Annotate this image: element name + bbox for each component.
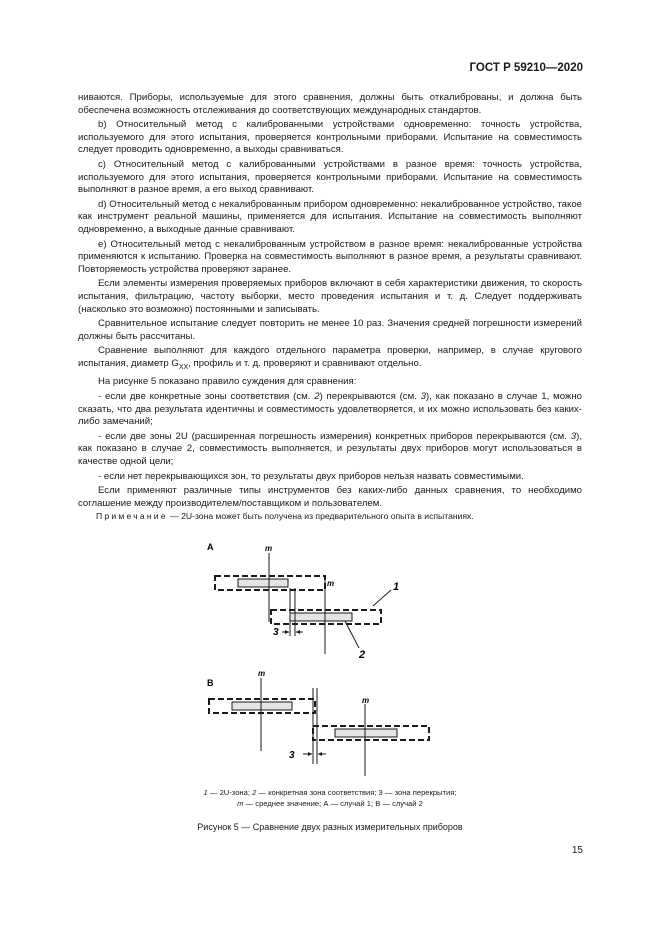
paragraph: c) Относительный метод с калиброванными устройствами в разное время: точность устройства, используемого для этого испытания, проверяется контрольными приборами. Испытание на совместимость выполняют в разное время, а его выход сравнивают. bbox=[78, 158, 582, 196]
label-3-a: 3 bbox=[273, 627, 279, 638]
paragraph: d) Относительный метод с некалиброванным прибором одновременно: некалиброванное устройство, такое как инструмент реальной машины, применяется для испытания. Испытание на совместимость выполняют одновременно, а выходные данные сравнивают. bbox=[78, 198, 582, 235]
figure-legend bbox=[120, 787, 540, 809]
zone-conformance-b-bottom bbox=[335, 729, 397, 737]
mean-label-a-top: m bbox=[265, 544, 273, 553]
bullet-overlap-case1: - если две конкретные зоны соответствия (см. 2) перекрываются (см. 3), как показано в случае 1, можно сказать, что два результата идентичны и совместимость удовлетворяется, и их можно использовать без каких-либо замечаний; bbox=[78, 390, 582, 428]
arrowhead bbox=[308, 752, 312, 756]
label-1: 1 bbox=[393, 581, 400, 593]
note: Примечание — 2U-зона может быть получена из предварительного опыта в испытаниях. bbox=[96, 511, 474, 521]
paragraph-gxx: Сравнение выполняют для каждого отдельного параметра проверки, например, в случае кругового испытания, диаметр $G_{XX}$, профиль и т. д. проверяют и сравнивают отдельно. bbox=[78, 345, 582, 371]
bullet-overlap-case2: - если две зоны 2U (расширенная погрешность измерения) конкретных приборов перекрываются (см. 3), как показано в случае 2, совместимость выполняется, и результаты двух приборов могут использоваться в качестве одной цели; bbox=[78, 430, 582, 467]
case-a-label: A bbox=[207, 542, 214, 552]
bullet-no-overlap: - если нет перекрывающихся зон, то результаты двух приборов нельзя назвать совместимыми. bbox=[98, 470, 524, 482]
leader-2 bbox=[345, 621, 359, 648]
label-3-b: 3 bbox=[289, 750, 295, 761]
figure-5-diagram bbox=[195, 536, 455, 786]
zone-conformance-a-bottom bbox=[290, 613, 352, 621]
figure-caption: Рисунок 5 — Сравнение двух разных измерительных приборов bbox=[197, 822, 463, 832]
mean-label-a-bottom: m bbox=[327, 579, 335, 588]
arrowhead bbox=[285, 630, 289, 634]
paragraph: На рисунке 5 показано правило суждения для сравнения: bbox=[98, 376, 357, 388]
zone-conformance-a-top bbox=[238, 579, 288, 587]
paragraph: ниваются. Приборы, используемые для этого сравнения, должны быть откалиброваны, и должна быть обеспечена возможность отслеживания до соответствующих международных стандартов. bbox=[78, 92, 582, 116]
body-text bbox=[78, 92, 582, 512]
paragraph: e) Относительный метод с некалиброванным устройством в разное время: некалиброванные устройства применяются к испытанию. Проверка на совместимость выполняют в разное время, а результаты сравнивают. Повторяемость устройства проверяют заранее. bbox=[78, 238, 582, 275]
arrowhead bbox=[318, 752, 322, 756]
legend-line-2: m — среднее значение; А — случай 1; В — случай 2 bbox=[237, 799, 423, 808]
leader-1 bbox=[373, 590, 391, 606]
page-number: 15 bbox=[571, 845, 583, 856]
zone-conformance-b-top bbox=[232, 702, 292, 710]
arrowhead bbox=[296, 630, 300, 634]
paragraph: b) Относительный метод с калиброванными устройствами одновременно: точность устройства, используемого для этого испытания, проверяется контрольными приборами. Испытание на совместимость следует проводить одновременно, а выходы сравниваться. bbox=[78, 119, 582, 156]
paragraph: Сравнительное испытание следует повторить не менее 10 раз. Значения средней погрешности измерений должны быть рассчитаны. bbox=[78, 318, 582, 342]
paragraph: Если применяют различные типы инструментов без каких-либо данных сравнения, то необходимо соглашение между производителем/поставщиком и пользователем. bbox=[78, 485, 582, 509]
document-header: ГОСТ Р 59210—2020 bbox=[469, 62, 583, 74]
mean-label-b-top: m bbox=[258, 669, 266, 678]
legend-line-1: 1 — 2U-зона; 2 — конкретная зона соответствия; 3 — зона перекрытия; bbox=[203, 788, 457, 797]
label-2: 2 bbox=[359, 649, 366, 661]
paragraph: Если элементы измерения проверяемых приборов включают в себя характеристики движения, то скорость испытания, фильтрацию, частоту выборки, место проведения испытания и т. д. Следует поддерживать (насколько это возможно) постоянными и записывать. bbox=[78, 278, 582, 315]
mean-label-b-bottom: m bbox=[362, 696, 370, 705]
case-b-label: B bbox=[207, 678, 214, 688]
